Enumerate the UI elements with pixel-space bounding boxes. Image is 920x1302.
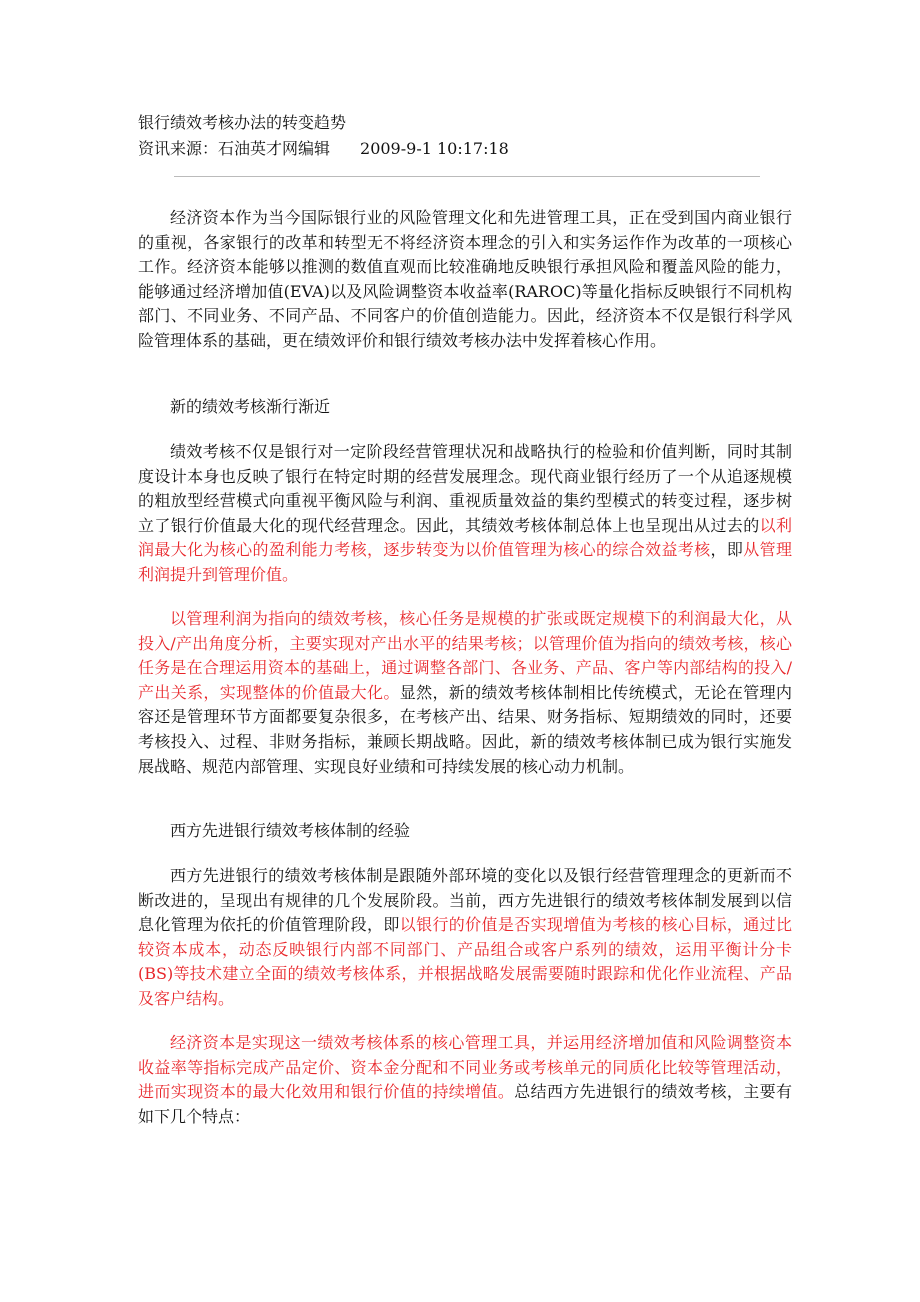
source-label: 资讯来源：石油英才网编辑	[138, 139, 331, 158]
paragraph-intro: 经济资本作为当今国际银行业的风险管理文化和先进管理工具，正在受到国内商业银行的重视，各家银行的改革和转型无不将经济资本理念的引入和实务运作作为改革的一项核心工作。经济资本能够以推测的数值直观而比较准确地反映银行承担风险和覆盖风险的能力，能够通过经济增加值(EVA)以及风险调整资本收益率(RAROC)等量化指标反映银行不同机构部门、不同业务、不同产品、不同客户的价值创造能力。因此，经济资本不仅是银行科学风险管理体系的基础，更在绩效评价和银行绩效考核办法中发挥着核心作用。	[138, 208, 792, 350]
paragraph-text: 总结西方先进银行的绩效考核，主要有如下几个特点：	[138, 1082, 792, 1126]
highlighted-text: 从管理利润提升到管理价值。	[138, 540, 792, 584]
highlighted-text: 以管理利润为指向的绩效考核，核心任务是规模的扩张或既定规模下的利润最大化，从投入/产出角度分析，主要实现对产出水平的结果考核；以管理价值为指向的绩效考核，核心任务是在合理运用资本的基础上，通过调整各部门、各业务、产品、客户等内部结构的投入/产出关系，实现整体的价值最大化。	[138, 609, 792, 702]
paragraph-text: 显然，新的绩效考核体制相比传统模式，无论在管理内容还是管理环节方面都要复杂很多，在考核产出、结果、财务指标、短期绩效的同时，还要考核投入、过程、非财务指标，兼顾长期战略。因此，新的绩效考核体制已成为银行实施发展战略、规范内部管理、实现良好业绩和可持续发展的核心动力机制。	[138, 682, 792, 776]
paragraph-economic-capital	[138, 1031, 792, 1129]
article-meta	[138, 136, 509, 162]
paragraph-text: 西方先进银行的绩效考核体制是跟随外部环境的变化以及银行经营管理理念的更新而不断改进的，呈现出有规律的几个发展阶段。当前，西方先进银行的绩效考核体制发展到以信息化管理为依托的价值管理阶段，即	[138, 866, 792, 935]
section-heading-western-experience: 西方先进银行绩效考核体制的经验	[170, 821, 411, 840]
paragraph-assessment-trend	[138, 440, 792, 588]
highlighted-text: 以银行的价值是否实现增值为考核的核心目标，通过比较资本成本，动态反映银行内部不同部门、产品组合或客户系列的绩效，运用平衡计分卡(BS)等技术建立全面的绩效考核体系，并根据战略发展需要随时跟踪和优化作业流程、产品及客户结构。	[138, 915, 792, 1008]
paragraph-text: 绩效考核不仅是银行对一定阶段经营管理状况和战略执行的检验和价值判断，同时其制度设计本身也反映了银行在特定时期的经营发展理念。现代商业银行经历了一个从追逐规模的粗放型经营模式向重视平衡风险与利润、重视质量效益的集约型模式的转变过程，逐步树立了银行价值最大化的现代经营理念。因此，其绩效考核体制总体上也呈现出从过去的	[138, 442, 792, 535]
paragraph-value-management	[138, 607, 792, 779]
paragraph-western-stages	[138, 864, 792, 1012]
publish-datetime: 2009-9-1 10:17:18	[360, 139, 509, 158]
highlighted-text: 以利润最大化为核心的盈利能力考核，逐步转变为以价值管理为核心的综合效益考核	[138, 515, 792, 560]
highlighted-text: 经济资本是实现这一绩效考核体系的核心管理工具，并运用经济增加值和风险调整资本收益率等指标完成产品定价、资本金分配和不同业务或考核单元的同质化比较等管理活动，进而实现资本的最大化效用和银行价值的持续增值。	[138, 1033, 792, 1102]
section-heading-new-assessment: 新的绩效考核渐行渐近	[170, 397, 331, 416]
paragraph-text: ，即	[710, 540, 744, 560]
article-title: 银行绩效考核办法的转变趋势	[138, 113, 347, 132]
divider	[174, 176, 760, 177]
